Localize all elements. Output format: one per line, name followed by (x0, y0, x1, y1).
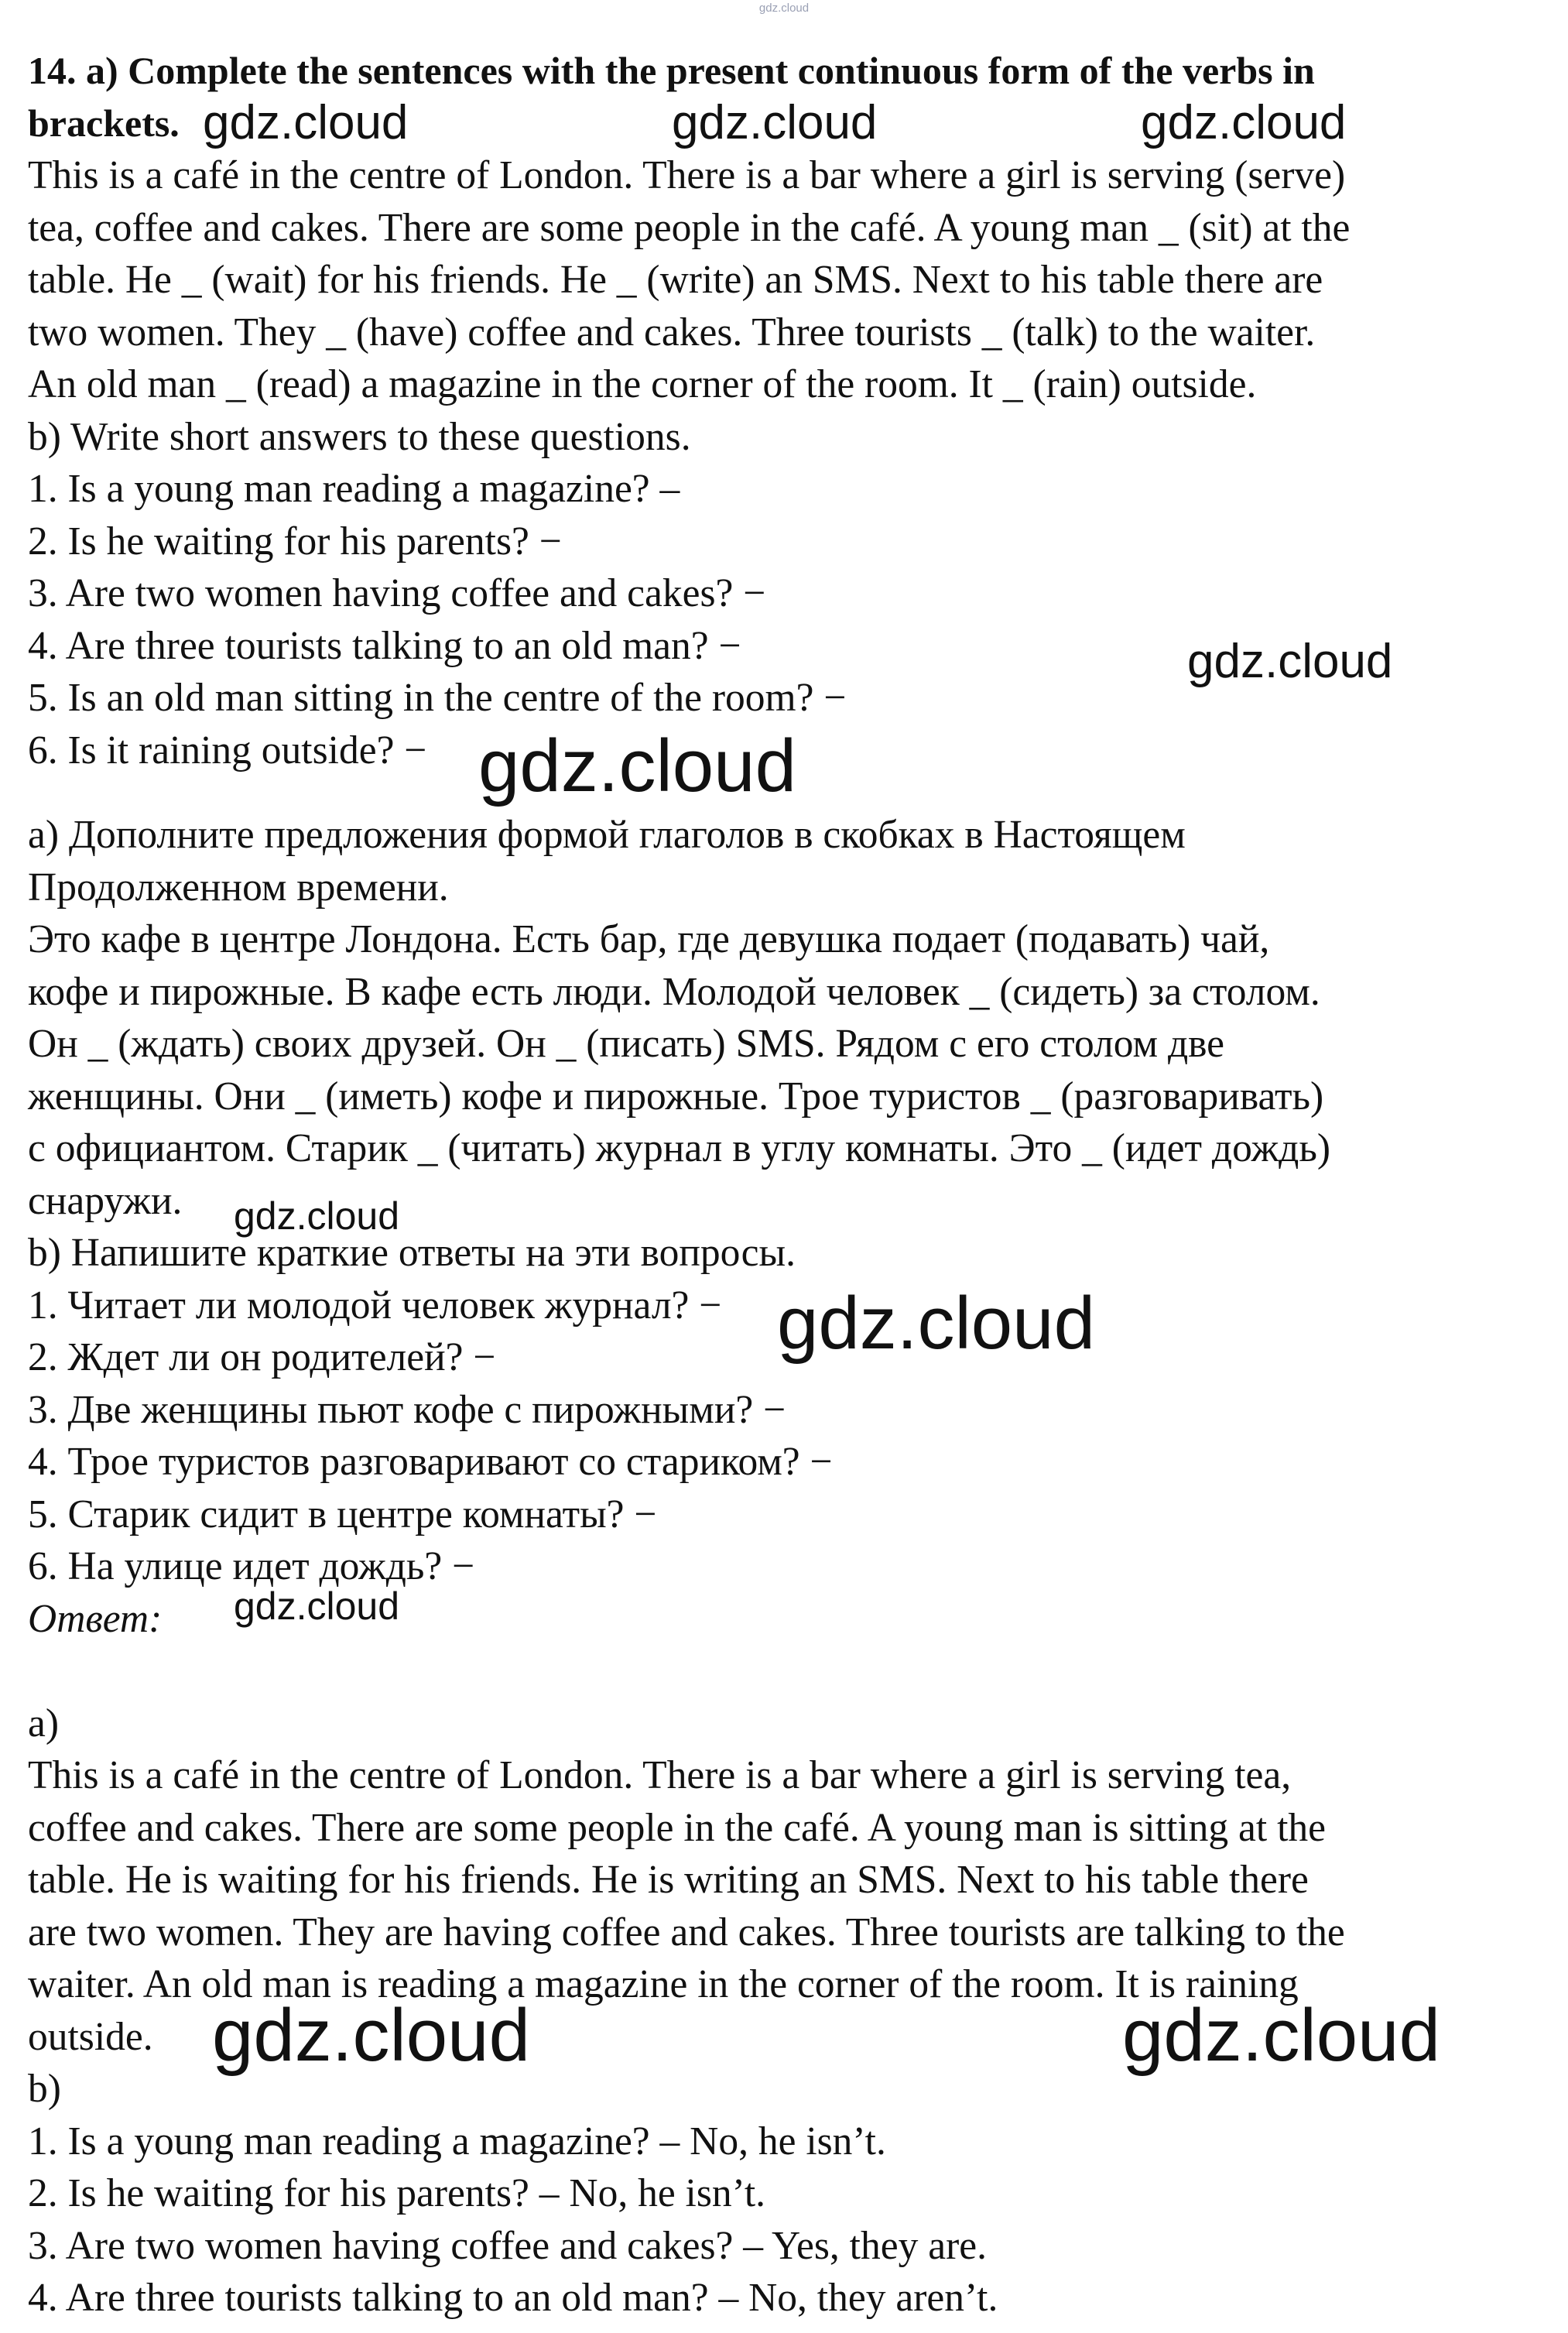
answer-text-line: coffee and cakes. There are some people in the café. A young man is sitting at the (28, 1805, 1326, 1850)
task-text-line: женщины. Они _ (иметь) кофе и пирожные. Трое туристов _ (разговаривать) (28, 1074, 1324, 1119)
watermark: gdz.cloud (234, 1194, 400, 1238)
task-text-line: table. He _ (wait) for his friends. He _ (write) an SMS. Next to his table there are (28, 258, 1323, 302)
question-item: 1. Читает ли молодой человек журнал? − (28, 1283, 722, 1328)
question-item: 3. Две женщины пьют кофе с пирожными? − (28, 1387, 786, 1432)
answer-part-a-label: a) (28, 1701, 60, 1745)
watermark: gdz.cloud (212, 1994, 530, 2077)
answer-text-line: are two women. They are having coffee and cakes. Three tourists are talking to the (28, 1910, 1345, 1954)
question-item: 6. На улице идет дождь? − (28, 1544, 475, 1588)
answers-list (28, 2115, 1545, 2324)
russian-title-line: а) Дополните предложения формой глаголов в скобках в Настоящем (28, 813, 1186, 857)
answer-text-line: table. He is waiting for his friends. He is writing an SMS. Next to his table there (28, 1858, 1309, 1902)
task-text-line: An old man _ (read) a magazine in the corner of the room. It _ (rain) outside. (28, 362, 1257, 406)
answer-text-line: outside. (28, 2014, 153, 2059)
task-text-line: с официантом. Старик _ (читать) журнал в углу комнаты. Это _ (идет дождь) (28, 1126, 1331, 1170)
answer-label: Ответ: (28, 1596, 163, 1641)
answer-item: 3. Are two women having coffee and cakes? – Yes, they are. (28, 2223, 987, 2268)
task-text-line: tea, coffee and cakes. There are some people in the café. A young man _ (sit) at the (28, 205, 1351, 250)
question-item: 6. Is it raining outside? − (28, 728, 427, 773)
russian-title-line: Продолженном времени. (28, 865, 449, 910)
question-item: 2. Ждет ли он родителей? − (28, 1335, 496, 1379)
russian-part-b-title: b) Напишите краткие ответы на эти вопросы. (28, 1231, 796, 1275)
russian-task-text (28, 913, 1545, 1227)
task-text-line: Он _ (ждать) своих друзей. Он _ (писать) SMS. Рядом с его столом две (28, 1022, 1225, 1066)
page-content (28, 45, 1545, 2324)
task-text-line: two women. They _ (have) coffee and cakes. Three tourists _ (talk) to the waiter. (28, 310, 1316, 355)
spacer (28, 1645, 1545, 1698)
question-item: 5. Is an old man sitting in the centre of the room? − (28, 676, 847, 720)
watermark: gdz.cloud (777, 1282, 1095, 1365)
answer-text-line: waiter. An old man is reading a magazine in the corner of the room. It is raining (28, 1962, 1299, 2006)
watermark: gdz.cloud (1187, 635, 1393, 688)
task-text-line: This is a café in the centre of London. There is a bar where a girl is serving (serve) (28, 153, 1346, 197)
exercise-heading-line-2: brackets. (28, 101, 180, 145)
watermark: gdz.cloud (203, 96, 409, 149)
answer-text-line: This is a café in the centre of London. There is a bar where a girl is serving tea, (28, 1753, 1292, 1797)
task-text-line: снаружи. (28, 1178, 183, 1223)
task-text-line: Это кафе в центре Лондона. Есть бар, где девушка подает (подавать) чай, (28, 917, 1270, 961)
answer-item: 2. Is he waiting for his parents? – No, he isn’t. (28, 2171, 766, 2215)
top-watermark: gdz.cloud (758, 2, 810, 15)
exercise-heading-line-1: 14. a) Complete the sentences with the present continuous form of the verbs in (28, 49, 1315, 92)
answer-item: 1. Is a young man reading a magazine? – No, he isn’t. (28, 2119, 886, 2163)
english-task-text (28, 149, 1545, 411)
question-item: 5. Старик сидит в центре комнаты? − (28, 1492, 657, 1536)
english-part-b-title: b) Write short answers to these questions. (28, 414, 691, 459)
watermark: gdz.cloud (1122, 1994, 1440, 2077)
answer-part-b-label: b) (28, 2067, 61, 2111)
question-item: 2. Is he waiting for his parents? − (28, 519, 562, 564)
watermark: gdz.cloud (1141, 96, 1347, 149)
watermark: gdz.cloud (672, 96, 878, 149)
watermark: gdz.cloud (234, 1584, 400, 1628)
watermark: gdz.cloud (478, 725, 796, 807)
question-item: 1. Is a young man reading a magazine? – (28, 467, 680, 511)
question-item: 4. Are three tourists talking to an old man? − (28, 623, 741, 668)
task-text-line: кофе и пирожные. В кафе есть люди. Молодой человек _ (сидеть) за столом. (28, 969, 1320, 1014)
question-item: 3. Are two women having coffee and cakes? − (28, 571, 766, 615)
question-item: 4. Трое туристов разговаривают со стариком? − (28, 1440, 833, 1484)
answer-item: 4. Are three tourists talking to an old man? – No, they aren’t. (28, 2276, 998, 2320)
